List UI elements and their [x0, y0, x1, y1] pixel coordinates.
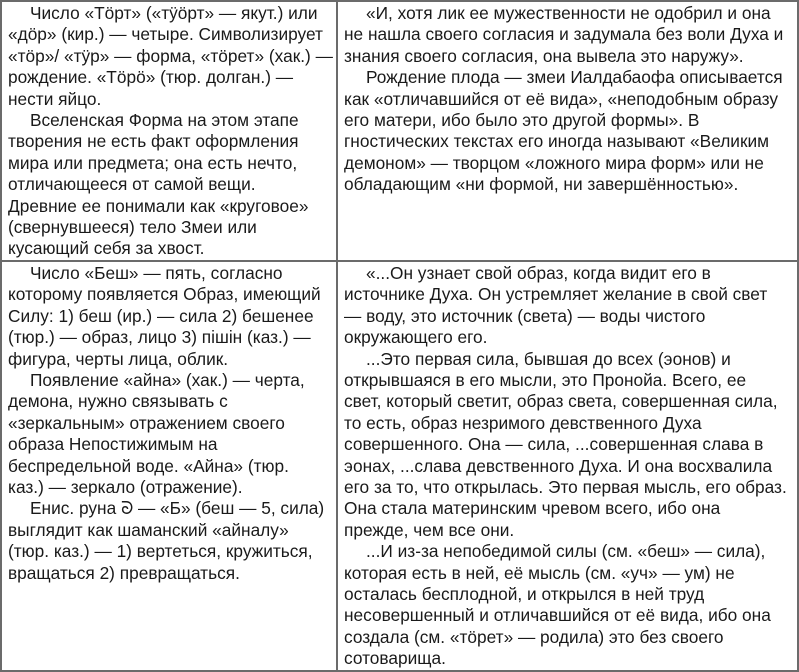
- text-line: демоном» — творцом «ложного мира форм» или не: [344, 152, 764, 173]
- text-line: его за то, что открылась. Это первая мысль, его образ.: [344, 476, 787, 497]
- text-line: совершенного. Она — сила, ...совершенная слава в: [344, 434, 764, 455]
- text-line: Древние ее понимали как «круговое»: [8, 195, 309, 216]
- text-line: открывшаяся в его мысли, это Пронойа. Всего, ее: [344, 369, 747, 390]
- text-line: осталась бесплодной, и открылся в ней труд: [344, 583, 705, 604]
- text-line: кусающий себя за хвост.: [8, 238, 205, 259]
- text-line: творения не есть факт оформления: [8, 131, 299, 152]
- text-line: то есть, образ незримого девственного Духа: [344, 412, 702, 433]
- text-line: Рождение плода — змеи Иалдабаофа описывается: [366, 67, 783, 88]
- text-line: (тюр.) — образ, лицо 3) пішін (каз.) —: [8, 327, 311, 348]
- text-line: сотоварища.: [344, 648, 446, 669]
- table-row: [1, 1, 798, 261]
- text-line: Силу: 1) беш (ир.) — сила 2) бешенее: [8, 305, 314, 326]
- text-line: знания своего согласия, она вывела это наружу».: [344, 45, 744, 66]
- paragraph: [344, 67, 797, 195]
- text-line: прежде, чем все они.: [344, 519, 515, 540]
- cell-row2-right: [337, 261, 798, 671]
- text-line: окружающего его.: [344, 327, 488, 348]
- cell-row2-left: [1, 261, 337, 671]
- text-line: демона, нужно связывать с: [8, 391, 228, 412]
- cell-row1-right: [337, 1, 798, 261]
- text-line: ...И из-за непобедимой силы (см. «беш» — сила),: [366, 541, 766, 562]
- text-line: мира или предмета; она есть нечто,: [8, 152, 298, 173]
- text-line: эонах, ...слава девственного Духа. И она восхвалила: [344, 455, 773, 476]
- paragraph: [344, 263, 797, 349]
- text-line: Число «Тӧрт» («тӱӧрт» — якут.) или: [30, 3, 318, 23]
- text-line: свет, который светит, образ света, совершенная сила,: [344, 391, 778, 412]
- text-line: (тюр. каз.) — 1) вертеться, кружиться,: [8, 541, 313, 562]
- text-line: которому появляется Образ, имеющий: [8, 284, 321, 305]
- text-line: Она стала материнским чревом всего, ибо она: [344, 498, 721, 519]
- text-line: не нашла своего согласия и задумала без воли Духа и: [344, 24, 784, 45]
- paragraph: [344, 3, 797, 67]
- text-line: несовершенный и отличавшийся от её вида, ибо она: [344, 605, 771, 626]
- text-line: создала (см. «тӧрет» — родила) это без своего: [344, 626, 724, 647]
- paragraph: [8, 370, 336, 498]
- table-row: [1, 261, 798, 671]
- text-line: его матери, ибо было это другой формы». В: [344, 110, 700, 131]
- paragraph: [8, 3, 336, 110]
- text-line: фигура, черты лица, облик.: [8, 348, 229, 369]
- text-line: «зеркальным» отражением своего: [8, 412, 285, 433]
- text-line: «И, хотя лик ее мужественности не одобрил и она: [366, 3, 771, 23]
- text-line: — воду, это источник (света) — воды чистого: [344, 305, 706, 326]
- text-line: (свернувшееся) тело Змеи или: [8, 217, 257, 238]
- text-line: «тӧр»/ «тӱр» — форма, «тӧрет» (хак.) —: [8, 45, 333, 66]
- text-line: образа Непостижимым на: [8, 434, 218, 455]
- text-line: вращаться 2) превращаться.: [8, 562, 240, 583]
- cell-row1-left: [1, 1, 337, 261]
- paragraph: [344, 541, 797, 669]
- text-line: которая есть в ней, её мысль (см. «уч» — ум) не: [344, 562, 735, 583]
- text-line: Енис. руна ᘐ — «Б» (беш — 5, сила): [30, 498, 325, 519]
- text-line: нести яйцо.: [8, 88, 102, 109]
- text-line: рождение. «Тӧрӧ» (тюр. долган.) —: [8, 67, 294, 88]
- text-line: как «отличавшийся от её вида», «неподобным образу: [344, 88, 779, 109]
- text-line: «дӧр» (кир.) — четыре. Символизирует: [8, 24, 323, 45]
- paragraph: [344, 349, 797, 542]
- text-line: «...Он узнает свой образ, когда видит его в: [366, 262, 711, 283]
- text-line: обладающим «ни формой, ни завершённостью».: [344, 174, 739, 195]
- text-line: беспредельной воде. «Айна» (тюр.: [8, 455, 289, 476]
- text-line: Вселенская Форма на этом этапе: [30, 110, 299, 131]
- text-line: отличающееся от самой вещи.: [8, 174, 256, 195]
- text-line: Появление «айна» (хак.) — черта,: [30, 369, 305, 390]
- text-line: гностических текстах его иногда называют «Великим: [344, 131, 770, 152]
- paragraph: [8, 498, 336, 584]
- text-line: ...Это первая сила, бывшая до всех (эонов) и: [366, 348, 731, 369]
- paragraph: [8, 110, 336, 260]
- text-line: Число «Беш» — пять, согласно: [30, 262, 283, 283]
- text-line: каз.) — зеркало (отражение).: [8, 476, 243, 497]
- text-line: источнике Духа. Он устремляет желание в свой свет: [344, 284, 768, 305]
- text-line: выглядит как шаманский «айналу»: [8, 519, 289, 540]
- paragraph: [8, 263, 336, 370]
